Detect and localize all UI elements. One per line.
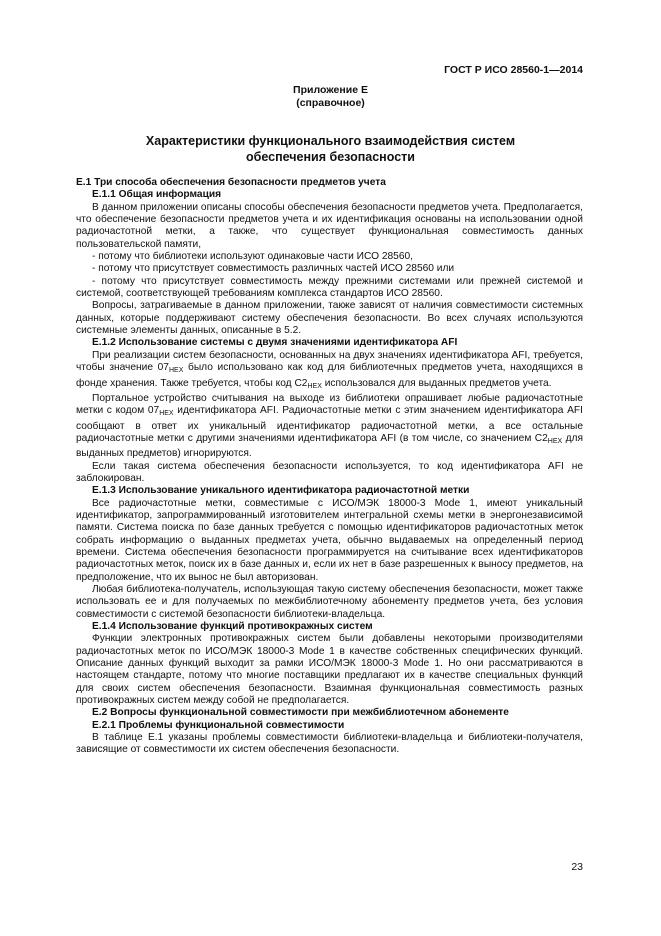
paragraph [76,350,583,393]
paragraph: Если такая система обеспечения безопасности используется, то код идентификатора AFI не заблокирован. [76,460,583,484]
standard-code: ГОСТ Р ИСО 28560-1—2014 [444,64,583,76]
body-text [76,177,583,757]
list-item: - потому что библиотеки используют одинаковые части ИСО 28560, [92,251,413,263]
title-line-2: обеспечения безопасности [246,150,415,164]
section-e1-heading: Е.1 Три способа обеспечения безопасности предметов учета [76,177,386,188]
appendix-heading [0,84,661,110]
paragraph-text: было использовано как код для библиотечных предметов учета, находящихся в фонде хранения. Также требуется, чтобы код C2 [76,362,583,389]
paragraph-text: использовался для выданных предметов учета. [321,377,552,389]
paragraph-text: идентификатора AFI. Радиочастотные метки с этим значением идентификатора AFI сообщают в ответ их уникальный идентификатор радиочастотной метки, а все остальные радиочастотные метки с другими значениями идентификатора AFI (в том числе, со значением C2 [76,405,583,444]
paragraph: Вопросы, затрагиваемые в данном приложении, также зависят от наличия совместимости системных данных, которые поддерживают систему обеспечения безопасности. Во всех случаях используются системные элементы данных, описанные в 5.2. [76,300,583,337]
paragraph-text: Портальное устройство считывания на выходе из библиотеки опрашивает любые радиочастотные метки с кодом 07 [76,392,583,417]
page-number: 23 [571,861,583,873]
paragraph: Функции электронных противокражных систем были добавлены некоторыми производителями радиочастотных меток по ИСО/МЭК 18000-3 Mode 1 в качестве собственных специфических функций. Описание данных функций выходит за рамки ИСО/МЭК 18000-3 Mode 1. Но они рассматриваются в настоящем стандарте, потому что многие поставщики предлагают их в качестве специальных функций для своих систем обеспечения безопасности. Взаимная функциональная совместимость разных противокражных систем между собой не предполагается. [76,633,583,707]
section-e14-heading: Е.1.4 Использование функций противокражных систем [92,621,373,633]
paragraph-text: для выданных предметов) игнорируются. [76,432,583,460]
paragraph: В данном приложении описаны способы обеспечения безопасности предметов учета. Предполагается, что обеспечение безопасности предметов учета и их идентификация основаны на использовании одной радиочастотной метки, а также, что существует функциональная совместимость данных пользовательской памяти, [76,201,583,250]
hex-subscript: HEX [307,382,322,390]
section-e13-heading: Е.1.3 Использование уникального идентификатора радиочастотной метки [92,485,470,497]
section-e12-heading: Е.1.2 Использование системы с двумя значениями идентификатора AFI [92,337,458,349]
title-line-1: Характеристики функционального взаимодействия систем [145,134,516,148]
section-e11-heading: Е.1.1 Общая информация [92,189,222,201]
appendix-label: Приложение Е [293,84,368,96]
hex-subscript: HEX [168,367,184,375]
hex-subscript: HEX [547,437,563,445]
paragraph-text: При реализации систем безопасности, основанных на двух значениях идентификатора AFI, требуется, чтобы значение 07 [76,349,583,374]
list-item: - потому что присутствует совместимость различных частей ИСО 28560 или [92,263,455,275]
section-e21-heading: Е.2.1 Проблемы функциональной совместимости [92,719,345,731]
appendix-title [0,133,661,165]
paragraph: В таблице Е.1 указаны проблемы совместимости библиотеки-владельца и библиотеки-получателя, зависящие от совместимости их систем обеспечения безопасности. [76,732,583,756]
appendix-kind: (справочное) [296,97,365,109]
hex-subscript: HEX [159,410,174,418]
section-e2-heading: Е.2 Вопросы функциональной совместимости при межбиблиотечном абонементе [92,707,509,719]
list-item: - потому что присутствует совместимость между прежними системами или прежней системой и системой, соответствующей требованиям комплекса стандартов ИСО 28560. [76,275,583,300]
paragraph: Любая библиотека-получатель, использующая такую систему обеспечения безопасности, может также использовать ее и для получаемых по межбиблиотечному абонементу предметов учета, без условия совместимости с системой безопасности библиотеки-владельца. [76,584,583,620]
paragraph [76,393,583,461]
paragraph: Все радиочастотные метки, совместимые с ИСО/МЭК 18000-3 Mode 1, имеют уникальный идентификатор, запрограммированный изготовителем интегральной схемы метки в энергонезависимой памяти. Система поиска по базе данных требуется с помощью идентификаторов радиочастотных меток собрать информацию о выданных предметах учета, обычно выдаваемых на определенный период времени. Система обеспечения безопасности программируется на считывание всех идентификаторов радиочастотных меток, поиск их в базе данных и, если их нет в базе разрешенных к выносу предметов, на предположение, что их вынос не был авторизован. [76,497,583,583]
